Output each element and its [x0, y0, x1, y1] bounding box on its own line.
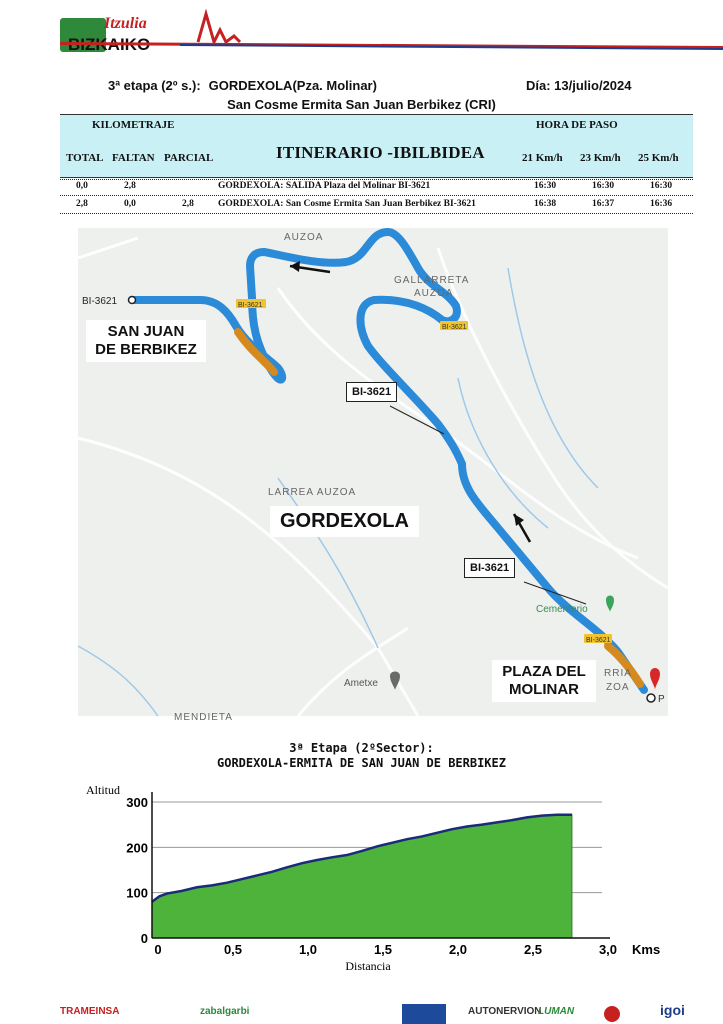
profile-title-line2: GORDEXOLA-ERMITA DE SAN JUAN DE BERBIKEZ: [217, 756, 506, 770]
route-map: [78, 228, 668, 723]
shield-label: BI-3621: [442, 324, 467, 331]
stage-date: Día: 13/julio/2024: [526, 78, 632, 93]
cell-total: 2,8: [76, 199, 88, 209]
x-tick-label: 0,5: [223, 942, 243, 957]
stage-subtitle: San Cosme Ermita San Juan Berbikez (CRI): [227, 97, 496, 112]
map-label-auzoa: AUZOA: [284, 232, 324, 243]
x-axis-title: Distancia: [345, 959, 391, 973]
cell-desc: GORDEXOLA: SALIDA Plaza del Molinar BI-3621: [218, 181, 431, 191]
map-label-gallarreta: GALLARRETA: [394, 275, 470, 286]
table-row: [60, 179, 693, 195]
route-line: [132, 232, 644, 690]
cell-t21: 16:38: [534, 199, 557, 209]
town-label: GORDEXOLA: [270, 506, 419, 537]
finish-label-line1: SAN JUAN: [107, 323, 185, 340]
start-marker-icon: [647, 694, 655, 702]
elevation-area: [152, 815, 572, 938]
stage-label: [108, 78, 377, 93]
y-tick-label: 0: [140, 931, 148, 946]
map-label-zoa: ZOA: [606, 682, 630, 693]
shield-label: BI-3621: [238, 302, 263, 309]
y-tick-label: 100: [126, 885, 148, 901]
map-label-rria: RRIA: [604, 668, 632, 679]
sponsor-logo: igoi: [660, 1002, 685, 1018]
arrowhead-icon: [290, 261, 300, 272]
col-speed-25: 25 Km/h: [638, 152, 679, 164]
cemetery-pin-icon: [606, 596, 614, 613]
stage-place: GORDEXOLA(Pza. Molinar): [208, 78, 377, 93]
sponsor-logo: LUMAN: [538, 1006, 575, 1017]
road-callout: BI-3621: [464, 558, 515, 578]
road-start-label: BI-3621: [82, 296, 118, 307]
finish-label: [86, 320, 206, 362]
col-parcial: PARCIAL: [164, 152, 214, 164]
cell-t23: 16:37: [592, 199, 615, 209]
header-rule: [60, 38, 723, 50]
y-tick-label: 200: [126, 840, 148, 856]
sponsor-logo: TRAMEINSA: [60, 1006, 120, 1017]
itzulia-bizkaiko-logo: [48, 6, 258, 58]
finish-label-line2: DE BERBIKEZ: [95, 341, 197, 358]
km-header: KILOMETRAJE: [92, 119, 175, 131]
cell-parcial: 2,8: [182, 199, 194, 209]
map-canvas: [78, 228, 668, 723]
x-tick-label: 1,0: [298, 942, 318, 957]
table-row: [60, 197, 693, 213]
y-axis-title: Altitud: [86, 783, 121, 797]
x-tick-label: 2,5: [523, 942, 543, 957]
divider: [60, 213, 693, 214]
map-label-cementerio: Cementerio: [536, 604, 588, 615]
ametxe-pin-icon: [390, 672, 400, 691]
map-label-ametxe: Ametxe: [344, 678, 378, 689]
col-total: TOTAL: [66, 152, 104, 164]
finish-marker-icon: [129, 297, 136, 304]
col-speed-23: 23 Km/h: [580, 152, 621, 164]
divider: [60, 195, 693, 196]
stage-number: 3ª etapa (2º s.):: [108, 78, 201, 93]
map-label-gallarreta-auzoa: AUZOA: [414, 288, 454, 299]
cell-t21: 16:30: [534, 181, 557, 191]
itinerary-title: ITINERARIO -IBILBIDEA: [276, 143, 485, 162]
start-label-line1: PLAZA DEL: [502, 663, 586, 680]
cell-t25: 16:36: [650, 199, 673, 209]
cell-total: 0,0: [76, 181, 88, 191]
cell-faltan: 2,8: [124, 181, 136, 191]
sponsor-logo: zabalgarbi: [200, 1006, 250, 1017]
map-label-p: P: [658, 694, 665, 705]
sponsor-logo-deia: [402, 1004, 446, 1024]
sponsor-bar: [0, 1000, 723, 1024]
profile-title: [0, 741, 723, 771]
map-label-larrea: LARREA AUZOA: [268, 487, 357, 498]
x-unit-label: Kms: [632, 942, 661, 957]
shield-label: BI-3621: [586, 637, 611, 644]
x-tick-label: 0: [154, 942, 162, 957]
x-tick-label: 3,0: [598, 942, 618, 957]
y-tick-label: 300: [126, 795, 148, 810]
x-tick-label: 2,0: [448, 942, 468, 957]
profile-title-line1: 3ª Etapa (2ºSector):: [289, 741, 434, 755]
start-pin-icon: [650, 668, 660, 690]
elevation-chart: [60, 780, 660, 980]
col-speed-21: 21 Km/h: [522, 152, 563, 164]
road-callout: BI-3621: [346, 382, 397, 402]
cell-t23: 16:30: [592, 181, 615, 191]
start-label: [492, 660, 596, 702]
sponsor-badge-icon: [604, 1006, 620, 1022]
col-faltan: FALTAN: [112, 152, 155, 164]
map-label-mendieta: MENDIETA: [174, 712, 233, 723]
logo-script: Itzulia: [104, 15, 147, 32]
itinerary-header: [60, 114, 693, 178]
start-label-line2: MOLINAR: [509, 681, 579, 698]
sponsor-logo: AUTONERVION: [468, 1006, 542, 1017]
cell-desc: GORDEXOLA: San Cosme Ermita San Juan Berbikez BI-3621: [218, 199, 476, 209]
x-tick-label: 1,5: [373, 942, 393, 957]
hora-header: HORA DE PASO: [536, 119, 618, 131]
cell-t25: 16:30: [650, 181, 673, 191]
cell-faltan: 0,0: [124, 199, 136, 209]
